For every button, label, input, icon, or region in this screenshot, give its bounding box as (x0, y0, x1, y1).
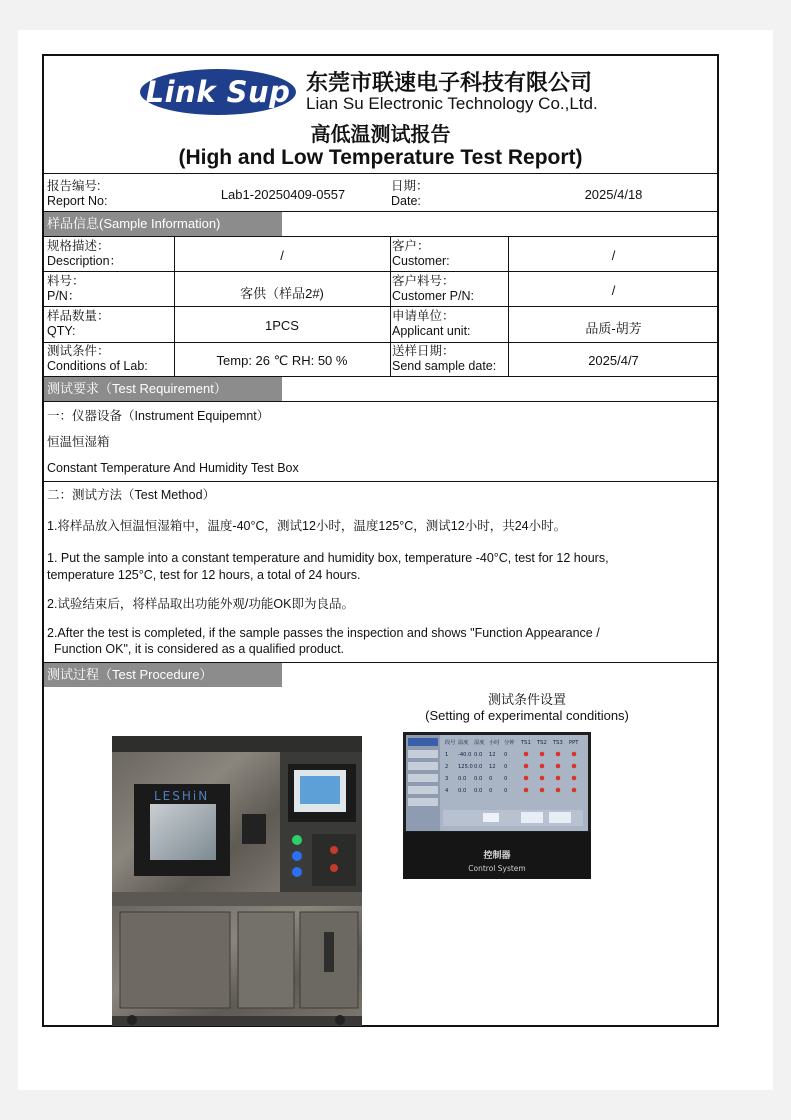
send-date-label (392, 344, 496, 374)
sample-info-heading: 样品信息(Sample Information) (44, 212, 282, 236)
ctrl-table-header: 分钟 (504, 740, 515, 746)
applicant-value: 品质-胡芳 (585, 321, 642, 336)
ctrl-table-cell: 0 (504, 752, 508, 758)
chamber-brand: LESHiN (154, 789, 210, 803)
description-label-en: Description： (47, 254, 123, 268)
ctrl-status-dot (524, 776, 529, 781)
ctrl-table-header: 温度 (458, 740, 469, 746)
report-no-label-en: Report No: (47, 194, 108, 208)
customer-pn-label-cn: 客户料号： (392, 274, 455, 288)
ctrl-table-cell: 0.0 (458, 776, 467, 782)
ctrl-table-cell: 0.0 (474, 752, 483, 758)
qty-label-cn: 样品数量： (47, 309, 110, 323)
ctrl-status-dot (572, 788, 577, 793)
ctrl-table-cell: 0.0 (458, 788, 467, 794)
ctrl-label-cn: 控制器 (483, 851, 511, 861)
description-value: / (280, 248, 284, 263)
ctrl-table-header: PPT (569, 740, 579, 746)
company-name-en: Lian Su Electronic Technology Co.,Ltd. (306, 94, 598, 113)
ctrl-table-cell: 4 (445, 788, 449, 794)
requirement-heading: 测试要求（Test Requirement） (44, 377, 282, 401)
setting-title-en: (Setting of experimental conditions) (425, 708, 629, 723)
instrument-name-en: Constant Temperature And Humidity Test Box (47, 461, 299, 475)
pn-label-en: P/N： (47, 289, 81, 303)
applicant-label (392, 309, 471, 339)
send-date-label-cn: 送样日期： (392, 344, 455, 358)
description-label (47, 239, 122, 269)
ctrl-table-cell: 12 (489, 752, 496, 758)
divider (44, 173, 717, 174)
chamber-photo (112, 736, 362, 1026)
description-label-cn: 规格描述： (47, 239, 110, 253)
ctrl-table-cell: 0.0 (474, 788, 483, 794)
ctrl-table-cell: 0 (504, 764, 508, 770)
instrument-title: 一：仪器设备（Instrument Equipemnt） (47, 409, 270, 423)
qty-label (47, 309, 110, 339)
divider (44, 236, 717, 237)
date-label-en: Date: (391, 194, 421, 208)
report-title-en: (High and Low Temperature Test Report) (178, 146, 583, 169)
divider (44, 306, 717, 307)
divider (44, 401, 717, 402)
report-no-label-cn: 报告编号: (47, 179, 101, 193)
divider (44, 271, 717, 272)
customer-pn-label (392, 274, 474, 304)
customer-pn-value: / (611, 283, 616, 298)
ctrl-table-header: TS1 (521, 740, 531, 746)
ctrl-table-header: TS3 (553, 740, 563, 746)
instrument-name-cn: 恒温恒湿箱 (47, 435, 110, 449)
customer-label-en: Customer: (392, 254, 450, 268)
qty-value: 1PCS (265, 318, 299, 333)
applicant-label-en: Applicant unit: (392, 324, 471, 338)
divider (44, 481, 717, 482)
ctrl-status-dot (572, 776, 577, 781)
chamber-illustration (112, 736, 362, 1026)
ctrl-table-header: 小时 (489, 740, 500, 746)
method-step2-en-line1: 2.After the test is completed, if the sample passes the inspection and shows "Function Appearance / (47, 626, 600, 640)
pn-label (47, 274, 85, 304)
ctrl-table-header: 段号 (445, 740, 456, 746)
report-title-cn: 高低温测试报告 (310, 124, 451, 146)
ctrl-label-en: Control System (468, 864, 526, 873)
company-logo (140, 69, 296, 115)
send-date-value: 2025/4/7 (588, 353, 639, 368)
method-step2-cn: 2.试验结束后，将样品取出功能外观/功能OK即为良品。 (47, 597, 354, 611)
ctrl-status-dot (540, 788, 545, 793)
method-step1-en-line2: temperature 125°C, test for 12 hours, a total of 24 hours. (47, 568, 361, 582)
ctrl-table-cell: -40.0 (458, 752, 472, 758)
control-panel-photo (403, 732, 591, 879)
applicant-label-cn: 申请单位： (392, 309, 455, 323)
ctrl-status-dot (556, 776, 561, 781)
ctrl-table-header: TS2 (537, 740, 547, 746)
control-panel-illustration (403, 732, 591, 879)
ctrl-status-dot (540, 752, 545, 757)
ctrl-status-dot (572, 752, 577, 757)
ctrl-status-dot (556, 752, 561, 757)
conditions-label (47, 344, 148, 374)
ctrl-table-header: 湿度 (474, 740, 485, 746)
date-label-cn: 日期： (391, 179, 429, 193)
ctrl-table-cell: 0 (489, 788, 493, 794)
ctrl-status-dot (524, 752, 529, 757)
report-no-label (47, 179, 107, 209)
ctrl-table-cell: 0.0 (474, 764, 483, 770)
customer-label-cn: 客户： (392, 239, 430, 253)
ctrl-table-cell: 0 (504, 776, 508, 782)
method-step1-cn: 1.将样品放入恒温恒湿箱中，温度-40°C，测试12小时，温度125°C，测试12小时，共24小时。 (47, 519, 567, 533)
send-date-label-en: Send sample date: (392, 359, 497, 373)
date-value: 2025/4/18 (584, 187, 643, 202)
qty-label-en: QTY: (47, 324, 76, 338)
ctrl-table-cell: 12 (489, 764, 496, 770)
customer-pn-label-en: Customer P/N: (392, 289, 474, 303)
ctrl-table-cell: 0 (504, 788, 508, 794)
pn-label-cn: 料号： (47, 274, 85, 288)
ctrl-table-cell: 0 (489, 776, 493, 782)
ctrl-status-dot (524, 764, 529, 769)
date-label (391, 179, 429, 209)
ctrl-status-dot (572, 764, 577, 769)
method-step1-en-line1: 1. Put the sample into a constant temperature and humidity box, temperature -40°C, test for 12 hours, (47, 551, 609, 565)
ctrl-table-cell: 1 (445, 752, 449, 758)
ctrl-table-cell: 125.0 (458, 764, 473, 770)
customer-label (392, 239, 450, 269)
ctrl-status-dot (556, 764, 561, 769)
report-frame (42, 54, 719, 1027)
report-no-value: Lab1-20250409-0557 (220, 187, 346, 202)
company-name-cn: 东莞市联速电子科技有限公司 (306, 70, 593, 95)
pn-value: 客供（样品2#) (240, 286, 324, 301)
ctrl-status-dot (524, 788, 529, 793)
ctrl-table-cell: 2 (445, 764, 449, 770)
divider (44, 342, 717, 343)
setting-title-cn: 测试条件设置 (487, 692, 566, 707)
conditions-label-cn: 测试条件： (47, 344, 110, 358)
logo-text: Link Sup (145, 75, 291, 109)
ctrl-status-dot (556, 788, 561, 793)
ctrl-table-cell: 3 (445, 776, 449, 782)
ctrl-status-dot (540, 764, 545, 769)
conditions-value: Temp: 26 ℃ RH: 50 % (216, 353, 348, 368)
procedure-heading: 测试过程（Test Procedure） (44, 663, 282, 687)
ctrl-table-cell: 0.0 (474, 776, 483, 782)
customer-value: / (611, 248, 616, 263)
ctrl-status-dot (540, 776, 545, 781)
method-step2-en-line2: Function OK", it is considered as a qualified product. (54, 642, 345, 656)
method-title: 二：测试方法（Test Method） (47, 488, 216, 502)
conditions-label-en: Conditions of Lab: (47, 359, 148, 373)
